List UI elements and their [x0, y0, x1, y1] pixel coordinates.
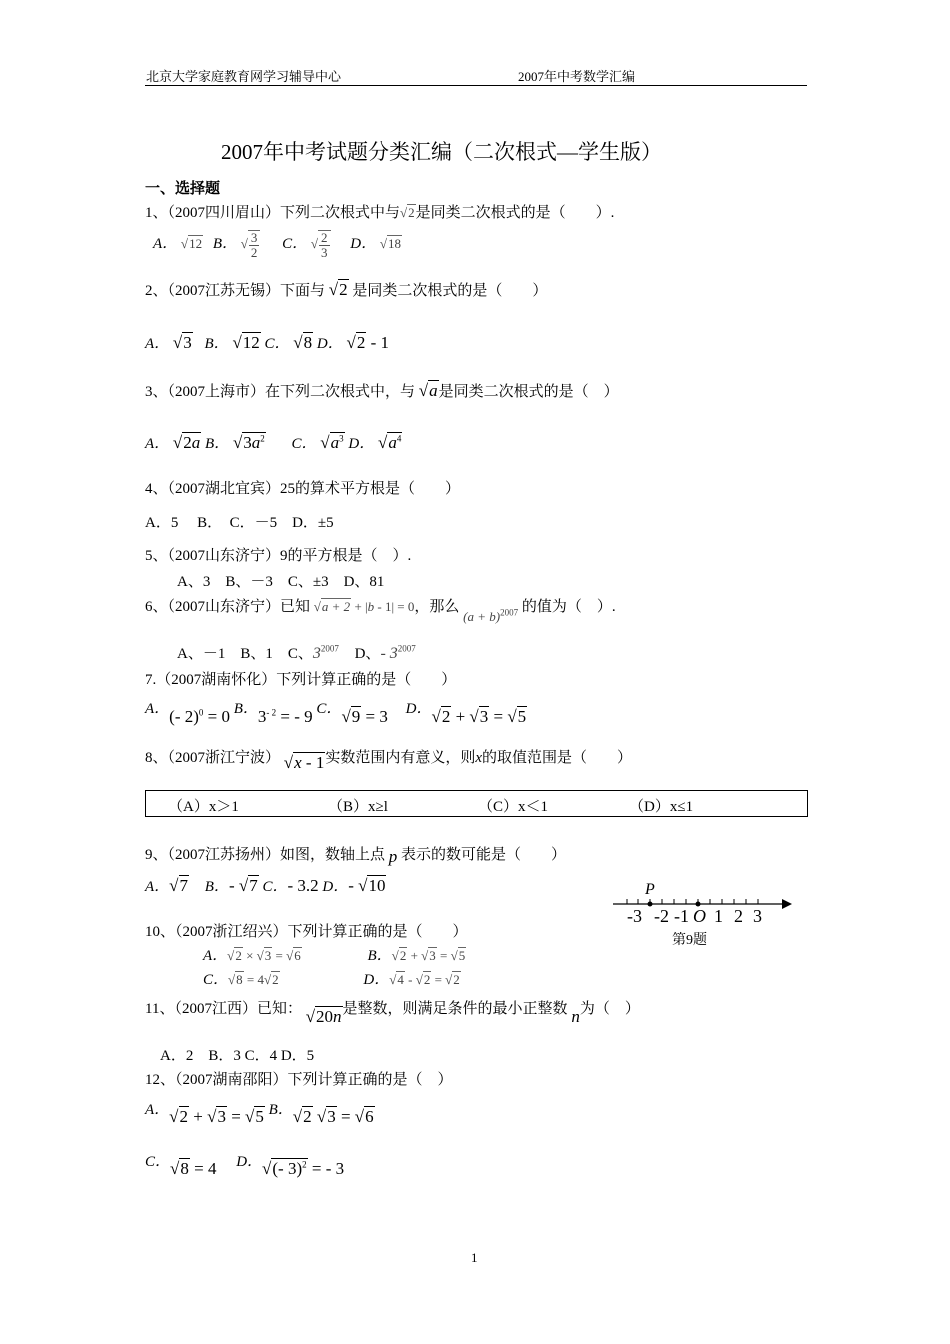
q8-option-c: （C）x＜1: [478, 799, 549, 815]
header-left: 北京大学家庭教育网学习辅导中心: [146, 69, 342, 84]
tick-label: -2: [654, 906, 669, 926]
tick-label: 2: [734, 906, 743, 926]
tick-label: O: [693, 906, 706, 926]
tick-label: 1: [714, 906, 723, 926]
page-number: 1: [471, 1250, 478, 1265]
question-10: 10、（2007浙江绍兴）下列计算正确的是（ ）: [145, 924, 468, 940]
question-11-options: A．2 B．3 C．4 D．5: [160, 1048, 315, 1064]
q8-option-a: （A）x＞1: [168, 799, 239, 815]
q8-option-b: （B）x≥l: [328, 799, 388, 815]
question-1-options: A． √12 B． √ $\frac{3}{2}$ C． √ $\frac{2}{3}$ D． √18: [153, 230, 402, 260]
question-9-options: A．√7 B．- √7 C．- 3.2 D．- √10: [145, 876, 386, 895]
figure-caption: 第9题: [672, 933, 707, 948]
question-7: 7.（2007湖南怀化）下列计算正确的是（ ）: [145, 672, 457, 688]
question-12-options-row2: C．√8 = 4 D．√(- 3)$^2$ = - 3: [145, 1154, 345, 1178]
tick-label: -1: [674, 906, 689, 926]
header-right: 2007年中考数学汇编: [518, 69, 636, 84]
question-10-options-row1: A．√2 × √3 = √6 B．√2 + √3 = √5: [203, 948, 466, 964]
question-6-options: A、－1 B、1 C、$3^{2007}$ D、- $3^{2007}$: [177, 643, 416, 662]
number-line-figure: [610, 878, 795, 953]
question-4: 4、（2007湖北宜宾）25的算术平方根是（ ）: [145, 481, 461, 497]
question-9: 9、（2007江苏扬州）如图，数轴上点 p 表示的数可能是（ ）: [145, 847, 567, 866]
question-12: 12、（2007湖南邵阳）下列计算正确的是（ ）: [145, 1072, 453, 1088]
point-p-label: P: [645, 881, 655, 898]
question-12-options-row1: A．√2 + √3 = √5 B．√2 √3 = √6: [145, 1102, 374, 1126]
question-3: 3、（2007上海市）在下列二次根式中，与 √a是同类二次根式的是（ ）: [145, 381, 619, 400]
question-5: 5、（2007山东济宁）9的平方根是（ ）.: [145, 548, 412, 564]
question-11: 11、（2007江西）已知： √20n是整数，则满足条件的最小正整数 n为（ ）: [145, 1001, 640, 1026]
question-2-options: A． √3 B． √12 C． √8 D． √2 - 1: [145, 333, 389, 352]
question-3-options: A． √2a B． $√3a^2$ C． $√a^3$ D． $√a^4$: [145, 433, 402, 452]
section-heading: 一、选择题: [145, 181, 221, 197]
question-10-options-row2: C．√8 = 4√2 D．√4 - √2 = √2: [203, 972, 460, 988]
tick-label: 3: [753, 906, 762, 926]
question-8: 8、（2007浙江宁波） √x - 1实数范围内有意义，则x的取值范围是（ ）: [145, 750, 633, 772]
question-2: 2、（2007江苏无锡）下面与 √2 是同类二次根式的是（ ）: [145, 280, 548, 299]
tick-label: -3: [627, 906, 642, 926]
question-5-options: A、3 B、－3 C、±3 D、81: [177, 574, 385, 590]
question-6: 6、（2007山东济宁）已知 √a + 2 + |b - 1| = 0，那么 $(a + b)^{2007}$ 的值为（ ）.: [145, 599, 616, 624]
question-8-options-box: [145, 790, 808, 817]
question-4-options: A．5 B． C．－5 D．±5: [145, 515, 334, 531]
page-title: 2007年中考试题分类汇编（二次根式—学生版）: [221, 140, 662, 164]
point-p-dot: [648, 902, 653, 907]
header-rule: [145, 85, 807, 86]
question-1: 1、（2007四川眉山）下列二次根式中与√2是同类二次根式的是（ ）.: [145, 205, 615, 221]
q8-option-d: （D）x≤1: [629, 799, 694, 815]
question-7-options: A．(- 2)$^0$ = 0 B．$3^{- 2}$ = - 9 C．√9 = 3 D．√2 + √3 = √5: [145, 701, 527, 726]
